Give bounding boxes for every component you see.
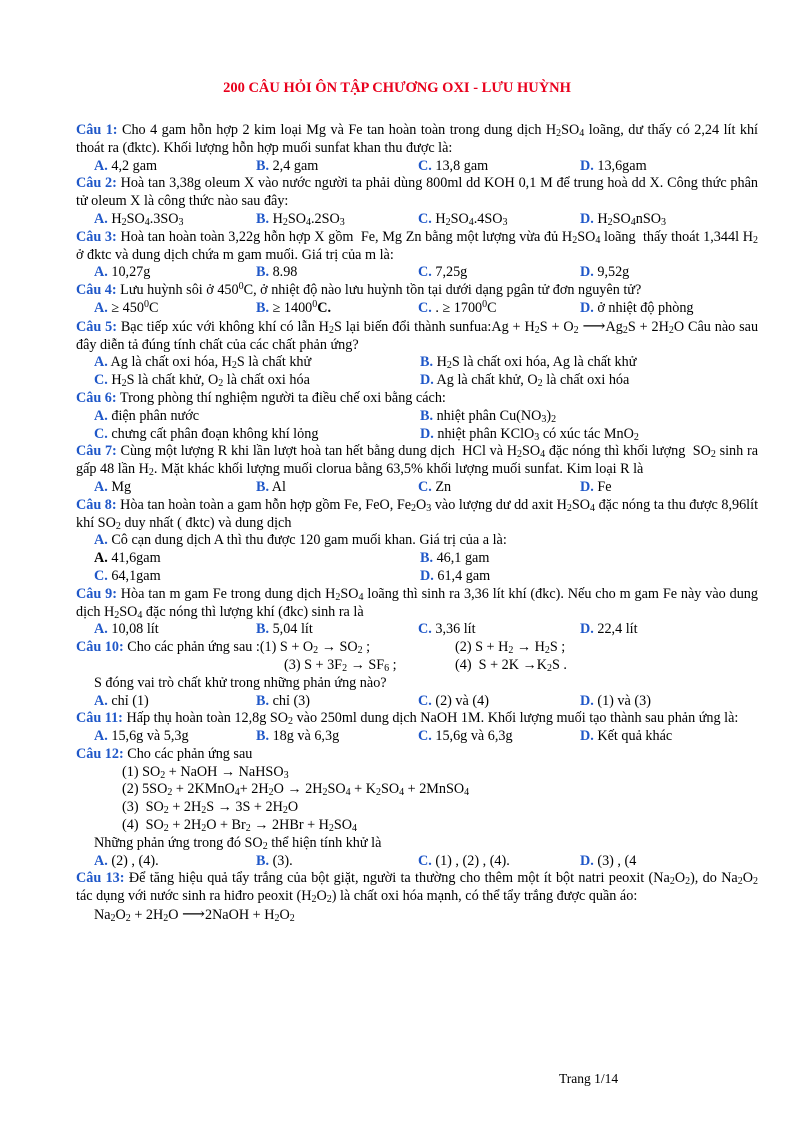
option-text: 5,04 lít <box>269 621 313 638</box>
option-text: 10,08 lít <box>107 621 159 638</box>
option-text: 15,6g và 5,3g <box>107 728 189 745</box>
answer-option <box>94 568 420 586</box>
options-row <box>76 372 758 390</box>
answer-option <box>420 426 746 444</box>
option-letter: D. <box>580 478 594 495</box>
option-letter: C. <box>418 264 432 281</box>
question <box>76 586 758 639</box>
option-letter: A. <box>94 728 108 745</box>
question <box>76 175 758 228</box>
equation: (1) $SO_2$ + NaOH → NaHSO$_3$ <box>122 763 289 781</box>
question-text: Hoà tan hoàn toàn 3,22g hỗn hợp X gồm Fe, Mg Zn bằng một lượng vừa đủ $H_2SO_4$ loãng thấy thoát 1,344l $H_2$ ở đktc và dung dịch chứa m gam muối. Giá trị của m là: <box>76 228 758 263</box>
option-letter: C. <box>94 425 108 442</box>
option-text: Zn <box>431 478 452 495</box>
option-letter: B. <box>256 728 270 745</box>
options-row <box>76 354 758 372</box>
question-stem <box>76 639 758 657</box>
option-text: 2,4 gam <box>269 157 319 174</box>
options-row <box>76 853 758 871</box>
option-letter: D. <box>580 299 594 316</box>
answer-option <box>580 693 742 711</box>
answer-option <box>94 550 420 568</box>
answer-option <box>94 264 256 282</box>
question-text: Cùng một lượng R khi lần lượt hoà tan hết bằng dung dịch HCl và $H_2SO_4$ đặc nóng thì khối lượng $SO_2$ sinh ra gấp 48 lần $H_2$. Mặt khác khối lượng muối clorua bằng 63,5% khối lượng muối sunfat. Kim loại R là <box>76 443 758 479</box>
question-text: Hòa tan hoàn toàn a gam hỗn hợp gồm Fe, FeO, $Fe_2O_3$ vào lượng dư dd axit $H_2SO_4$ đặc nóng ta thu được 8,96lít khí $SO_2$ duy nhất ( đktc) và dung dịch <box>76 496 759 532</box>
option-letter: C. <box>418 478 432 495</box>
option-letter: B. <box>420 550 434 567</box>
answer-option <box>94 300 256 318</box>
option-text: 10,27g <box>107 264 151 281</box>
option-text: (3) , (4 <box>593 852 637 869</box>
option-text: Kết quả khác <box>593 728 673 745</box>
option-text: Ag là chất oxi hóa, $H_2S$ là chất khử <box>107 354 312 372</box>
option-text: $H_2SO_4.4SO_3$ <box>431 210 508 228</box>
answer-option <box>418 621 580 639</box>
option-text: 15,6g và 6,3g <box>431 728 513 745</box>
option-letter: B. <box>256 264 270 281</box>
question <box>76 390 758 443</box>
question-label: Câu 5: <box>76 318 117 335</box>
question-subline: $Na_2O_2 + 2H_2O$ ⟶2NaOH + $H_2O_2$ <box>94 906 295 925</box>
question-text: Hoà tan 3,38g oleum X vào nước người ta phải dùng 800ml dd KOH 0,1 M để trung hoà dd X. Công thức phân tử oleum X là công thức nào sau đây: <box>76 175 758 210</box>
answer-option <box>418 158 580 176</box>
answer-option <box>418 264 580 282</box>
question <box>76 282 758 318</box>
question-stem <box>76 390 758 408</box>
answer-option <box>420 550 746 568</box>
option-text: (1) , (2) , (4). <box>431 852 510 869</box>
option-letter: C. <box>94 372 108 389</box>
question-label: Câu 7: <box>76 443 117 460</box>
equation: (3) $S + 3F_2 \to SF_6$ ; <box>284 656 397 674</box>
option-letter: C. <box>418 728 432 745</box>
option-letter: D. <box>420 567 434 584</box>
option-letter: C. <box>418 621 432 638</box>
option-letter: D. <box>580 852 594 869</box>
question <box>76 229 758 282</box>
option-text: 13,8 gam <box>431 157 489 174</box>
question-label: Câu 12: <box>76 745 124 762</box>
answer-option <box>94 479 256 497</box>
option-text: 7,25g <box>431 264 468 281</box>
question-text: Hòa tan m gam Fe trong dung dịch $H_2SO_4$ loãng thì sinh ra 3,36 lít khí (đkc). Nếu cho m gam Fe này vào dung dịch $H_2SO_4$ đặc nóng thì lượng khí (đkc) sinh ra là <box>76 585 758 621</box>
option-letter: D. <box>580 621 594 638</box>
equation-line <box>76 657 758 675</box>
question-text: Để tăng hiệu quả tẩy trắng của bột giặt, người ta thường cho thêm một ít bột natri peoxit $(Na_2O_2)$, do $Na_2O_2$ tác dụng với nước sinh ra hiđro peoxit $(H_2O_2)$ là chất oxi hóa mạnh, có thể tẩy trắng được quần áo: <box>76 870 758 906</box>
option-text: nhiệt phân KClO$_3$ có xúc tác MnO$_2$ <box>433 425 639 443</box>
option-letter: A. <box>94 210 108 227</box>
page-title: 200 CÂU HỎI ÔN TẬP CHƯƠNG OXI - LƯU HUỲNH <box>223 80 571 96</box>
question-text: Cho các phản ứng sau <box>123 745 253 762</box>
option-letter: D. <box>580 692 594 709</box>
option-letter: D. <box>420 372 434 389</box>
answer-option <box>580 853 742 871</box>
option-letter: B. <box>256 157 270 174</box>
option-letter: B. <box>256 621 270 638</box>
option-text: Ag là chất khử, $O_2$ là chất oxi hóa <box>433 372 630 390</box>
option-text: (2) , (4). <box>107 852 159 869</box>
option-letter: A. <box>94 852 108 869</box>
question-label: Câu 4: <box>76 282 117 299</box>
option-text: $H_2S$ là chất oxi hóa, Ag là chất khử <box>433 354 637 372</box>
answer-option <box>420 354 746 372</box>
question-label: Câu 6: <box>76 389 117 406</box>
option-letter: D. <box>420 425 434 442</box>
options-row <box>76 568 758 586</box>
option-letter: B. <box>256 852 270 869</box>
answer-option <box>580 264 742 282</box>
option-letter: B. <box>256 299 270 316</box>
options-row <box>76 728 758 746</box>
answer-option <box>418 211 580 229</box>
options-row <box>76 158 758 176</box>
answer-option <box>94 693 256 711</box>
answer-option <box>420 568 746 586</box>
question-stem <box>76 870 758 906</box>
option-text: Fe <box>593 478 612 495</box>
option-text: (3). <box>269 852 293 869</box>
answer-option <box>94 354 420 372</box>
option-letter: B. <box>256 210 270 227</box>
option-text: ≥ $450^0C$ <box>107 298 159 316</box>
answer-option <box>418 300 580 318</box>
option-letter: A. <box>94 299 108 316</box>
option-letter: C. <box>418 299 432 316</box>
option-letter: A. <box>94 157 108 174</box>
question-text: Cho 4 gam hỗn hợp 2 kim loại Mg và Fe tan hoàn toàn trong dung dịch $H_2SO_4$ loãng, dư thấy có 2,24 lít khí thoát ra (đktc). Khối lượng hỗn hợp muối sunfat khan thu được là: <box>76 122 758 156</box>
options-row <box>76 550 758 568</box>
answer-option <box>418 853 580 871</box>
options-row <box>76 408 758 426</box>
option-letter: C. <box>94 567 108 584</box>
question-text: Hấp thụ hoàn toàn 12,8g $SO_2$ vào 250ml dung dịch NaOH 1M. Khối lượng muối tạo thành sau phản ứng là: <box>122 710 739 728</box>
option-text: 64,1gam <box>107 567 161 584</box>
answer-option <box>580 621 742 639</box>
question <box>76 710 758 746</box>
answer-option <box>580 211 742 229</box>
question <box>76 639 758 710</box>
option-text: chỉ (1) <box>107 692 149 709</box>
answer-option <box>580 728 742 746</box>
options-row <box>76 621 758 639</box>
answer-option <box>256 621 418 639</box>
option-text: chỉ (3) <box>269 692 310 709</box>
answer-option <box>580 300 742 318</box>
question-subline <box>76 532 758 550</box>
answer-option <box>256 264 418 282</box>
question-stem <box>76 175 758 211</box>
option-text: $H_2SO_4.2SO_3$ <box>269 210 345 228</box>
option-letter: B. <box>420 354 434 371</box>
option-text: 18g và 6,3g <box>269 728 340 745</box>
question <box>76 318 758 390</box>
option-text: (2) và (4) <box>431 692 489 709</box>
option-letter: A. <box>94 550 108 567</box>
option-letter: A. <box>94 621 108 638</box>
answer-option <box>580 158 742 176</box>
option-text: Al <box>269 478 286 495</box>
question <box>76 497 758 586</box>
question-list <box>76 122 758 925</box>
options-row <box>76 300 758 318</box>
question <box>76 122 758 175</box>
option-letter: A. <box>94 478 108 495</box>
option-text: ở nhiệt độ phòng <box>593 299 694 316</box>
options-row <box>76 211 758 229</box>
options-row <box>76 693 758 711</box>
question-text: Bạc tiếp xúc với không khí có lẫn $H_2S$ lại biến đổi thành sunfua:Ag + $H_2S + O_2$ $⟶Ag_2S + 2H_2O$ Câu nào sau đây diễn tả đúng tính chất của các chất phản ứng? <box>76 317 759 353</box>
equation: (3) $SO_2 + 2H_2S \to 3S + 2H_2O$ <box>122 799 299 817</box>
option-letter: C. <box>418 210 432 227</box>
answer-option <box>256 693 418 711</box>
option-letter: D. <box>580 264 594 281</box>
question-label: Câu 10: <box>76 639 124 656</box>
question-stem <box>76 497 758 533</box>
question-label: Câu 1: <box>76 122 118 138</box>
option-letter: B. <box>256 478 270 495</box>
question-label: Câu 13: <box>76 870 125 887</box>
option-letter: C. <box>418 692 432 709</box>
option-text: 22,4 lít <box>593 621 638 638</box>
option-text: điện phân nước <box>107 407 200 424</box>
answer-option <box>418 693 580 711</box>
question-stem <box>76 229 758 265</box>
answer-option <box>256 479 418 497</box>
answer-option <box>94 621 256 639</box>
option-letter: D. <box>580 210 594 227</box>
question-stem <box>76 443 758 479</box>
option-letter: A. <box>94 354 108 371</box>
option-text: $H_2SO_4.3SO_3$ <box>107 210 184 228</box>
question-label: Câu 3: <box>76 228 117 245</box>
option-text: 8.98 <box>269 264 298 281</box>
question <box>76 443 758 496</box>
question-label: Câu 11: <box>76 710 123 727</box>
option-text: 4,2 gam <box>107 157 158 174</box>
answer-option <box>256 158 418 176</box>
option-text: $H_2S$ là chất khử, $O_2$ là chất oxi hóa <box>107 372 310 390</box>
option-letter: D. <box>580 728 594 745</box>
question-stem <box>76 710 758 728</box>
option-letter: A. <box>94 532 108 549</box>
question-label: Câu 9: <box>76 585 117 602</box>
question-label: Câu 8: <box>76 496 117 513</box>
equation-right: (2) $S + H_2 \to H_2S$ ; <box>455 639 566 657</box>
question-subline: S đóng vai trò chất khử trong những phản ứng nào? <box>94 674 387 691</box>
answer-option <box>420 372 746 390</box>
question-stem <box>76 122 758 158</box>
question <box>76 870 758 924</box>
equation-right: (4) $S + 2K \to K_2S$ . <box>455 656 567 674</box>
question-subline: Những phản ứng trong đó $SO_2$ thể hiện tính khử là <box>94 834 382 852</box>
option-letter: C. <box>418 852 432 869</box>
answer-option <box>256 853 418 871</box>
option-letter: A. <box>94 692 108 709</box>
answer-option <box>94 211 256 229</box>
answer-option <box>94 426 420 444</box>
option-letter: B. <box>420 407 434 424</box>
option-text: 41,6gam <box>107 550 161 567</box>
answer-option <box>418 728 580 746</box>
option-letter: A. <box>94 407 108 424</box>
equation: (2) $5SO_2$ + 2KMnO$_4$+ $2H_2O \to 2H_2SO_4 + K_2SO_4$ + 2MnSO$_4$ <box>122 781 470 799</box>
question-text: Lưu huỳnh sôi ở $450^0C$, ở nhiệt độ nào lưu huỳnh tồn tại dưới dạng pgân tử đơn nguyên tử? <box>116 281 642 299</box>
answer-option <box>94 158 256 176</box>
answer-option <box>94 372 420 390</box>
options-row <box>76 479 758 497</box>
options-row <box>76 264 758 282</box>
option-letter: A. <box>94 264 108 281</box>
question <box>76 746 758 871</box>
option-text: chưng cất phân đoạn không khí lỏng <box>107 425 319 442</box>
question-text: Trong phòng thí nghiệm người ta điều chế oxi bằng cách: <box>116 389 446 406</box>
page-number: Trang 1/14 <box>559 1071 619 1086</box>
question-stem <box>76 318 758 355</box>
option-text: (1) và (3) <box>593 692 651 709</box>
option-text: nhiệt phân $Cu(NO_3)_2$ <box>433 407 557 425</box>
option-text: 3,36 lít <box>431 621 476 638</box>
answer-option <box>94 853 256 871</box>
option-letter: D. <box>580 157 594 174</box>
option-text: . ≥ $1700^0C$ <box>431 298 497 316</box>
question-stem <box>76 746 758 764</box>
option-text: 13,6gam <box>593 157 647 174</box>
answer-option <box>256 728 418 746</box>
answer-option <box>256 300 418 318</box>
question-stem <box>76 586 758 622</box>
question-stem <box>76 282 758 300</box>
option-text: 9,52g <box>593 264 630 281</box>
answer-option <box>94 728 256 746</box>
answer-option <box>418 479 580 497</box>
question-text: Cho các phản ứng sau :(1) $S + O_2 \to SO_2$ ; <box>123 639 371 657</box>
option-letter: B. <box>256 692 270 709</box>
equation: (4) $SO_2 + 2H_2O + Br_2 \to 2HBr + H_2SO_4$ <box>122 817 358 835</box>
option-text: ≥ $1400^0C$. <box>269 298 332 316</box>
answer-option <box>580 479 742 497</box>
subline-text: Cô cạn dung dịch A thì thu được 120 gam muối khan. Giá trị của a là: <box>107 532 507 549</box>
option-text: $H_2SO_4nSO_3$ <box>593 210 666 228</box>
answer-option <box>420 408 746 426</box>
options-row <box>76 426 758 444</box>
option-text: 46,1 gam <box>433 550 490 567</box>
option-letter: C. <box>418 157 432 174</box>
answer-option <box>256 211 418 229</box>
answer-option <box>94 408 420 426</box>
question-label: Câu 2: <box>76 175 117 192</box>
option-text: 61,4 gam <box>433 567 491 584</box>
option-text: Mg <box>107 478 132 495</box>
